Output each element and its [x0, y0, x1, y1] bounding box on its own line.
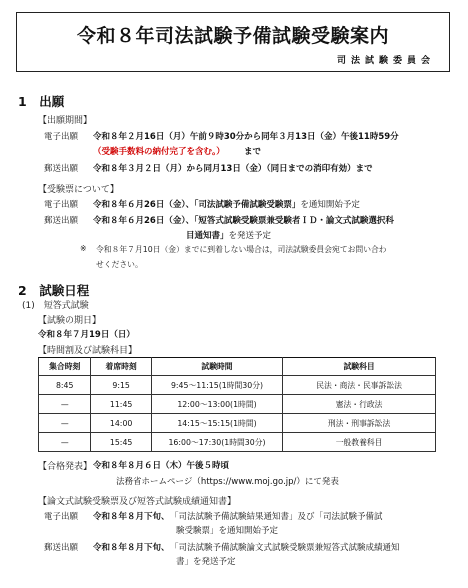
table-row — [39, 395, 436, 414]
header-cell: 試験時間 — [151, 358, 282, 376]
table-cell: — — [39, 395, 91, 414]
header-cell: 集合時刻 — [39, 358, 91, 376]
fee-note: （受験手数料の納付完了を含む。） — [93, 147, 225, 157]
note-line2: せください。 — [96, 260, 143, 269]
header-box — [16, 12, 450, 72]
short-answer-heading: (1) 短答式試験 — [22, 301, 89, 311]
notice-postal-label: 郵送出願 — [44, 543, 79, 553]
ticket-postal-label: 郵送出願 — [44, 216, 79, 226]
table-cell: 民法・商法・民事訴訟法 — [283, 376, 436, 395]
notice-postal-doc2: 書」を発送予定 — [176, 557, 236, 567]
ticket-section-label: 【受験票について】 — [38, 185, 119, 195]
table-row — [39, 414, 436, 433]
section-heading-schedule: 2 試験日程 — [18, 283, 90, 298]
table-cell: 16:00～17:30(1時間30分) — [151, 433, 282, 452]
electronic-application-period: 令和８年２月16日（月）午前９時30分から同年３月13日（金）午後11時59分 — [93, 132, 399, 142]
postal-application-label: 郵送出願 — [44, 164, 79, 174]
table-cell: 15:45 — [91, 433, 151, 452]
postal-application-period: 令和８年３月２日（月）から同月13日（金）（同日までの消印有効）まで — [93, 164, 373, 174]
table-row — [39, 433, 436, 452]
timetable — [38, 357, 436, 452]
table-row — [39, 376, 436, 395]
notice-electronic-date: 令和８年８月下旬、 — [93, 512, 170, 522]
ticket-electronic-label: 電子出願 — [44, 200, 79, 210]
table-cell: 憲法・行政法 — [283, 395, 436, 414]
table-cell: 8:45 — [39, 376, 91, 395]
header-cell: 着席時刻 — [91, 358, 151, 376]
result-web: 法務省ホームページ（https://www.moj.go.jp/）にて発表 — [116, 477, 339, 487]
table-cell: 12:00～13:00(1時間) — [151, 395, 282, 414]
notice-electronic-label: 電子出願 — [44, 512, 79, 522]
table-cell: 9:15 — [91, 376, 151, 395]
result-label: 【合格発表】 — [38, 462, 93, 472]
exam-date-value: 令和８年７月19日（日） — [38, 330, 135, 340]
table-cell: 11:45 — [91, 395, 151, 414]
notice-postal-date: 令和８年８月下旬、 — [93, 543, 170, 553]
note-line1: 令和８年７月10日（金）までに到着しない場合は，司法試験委員会宛てお問い合わ — [96, 245, 387, 254]
timetable-label: 【時間割及び試験科目】 — [38, 346, 138, 356]
table-cell: 9:45～11:15(1時間30分) — [151, 376, 282, 395]
electronic-application-end: まで — [244, 147, 262, 157]
table-cell: 刑法・刑事訴訟法 — [283, 414, 436, 433]
issuer-label: 司法試験委員会 — [336, 56, 435, 66]
table-cell: 14:00 — [91, 414, 151, 433]
application-period-label: 【出願期間】 — [38, 116, 93, 126]
timetable-header-row — [39, 358, 436, 376]
ticket-electronic-line: 令和８年６月26日（金）、「司法試験予備試験受験票」を通知開始予定 — [93, 200, 360, 210]
table-cell: — — [39, 414, 91, 433]
page-title: 令和８年司法試験予備試験受験案内 — [76, 25, 389, 47]
table-cell: 一般教養科目 — [283, 433, 436, 452]
ticket-postal-line2: 目通知書」を発送予定 — [186, 231, 272, 241]
notice-electronic-doc1: 「司法試験予備試験結果通知書」及び「司法試験予備試 — [170, 512, 383, 522]
notice-electronic-doc2: 験受験票」を通知開始予定 — [176, 526, 279, 536]
section-heading-application: 1 出願 — [18, 94, 65, 109]
notice-postal-doc1: 「司法試験予備試験論文式試験受験票兼短答式試験成績通知 — [170, 543, 400, 553]
header-cell: 試験科目 — [283, 358, 436, 376]
table-cell: 14:15～15:15(1時間) — [151, 414, 282, 433]
exam-date-label: 【試験の期日】 — [38, 316, 102, 326]
result-value: 令和８年８月６日（木）午後５時頃 — [93, 461, 230, 471]
note-mark: ※ — [80, 244, 87, 253]
ticket-postal-line1: 令和８年６月26日（金）、「短答式試験受験票兼受験者ＩＤ・論文式試験選択科 — [93, 216, 394, 226]
table-cell: — — [39, 433, 91, 452]
electronic-application-label: 電子出願 — [44, 132, 79, 142]
notice-label: 【論文式試験受験票及び短答式試験成績通知書】 — [38, 497, 237, 507]
